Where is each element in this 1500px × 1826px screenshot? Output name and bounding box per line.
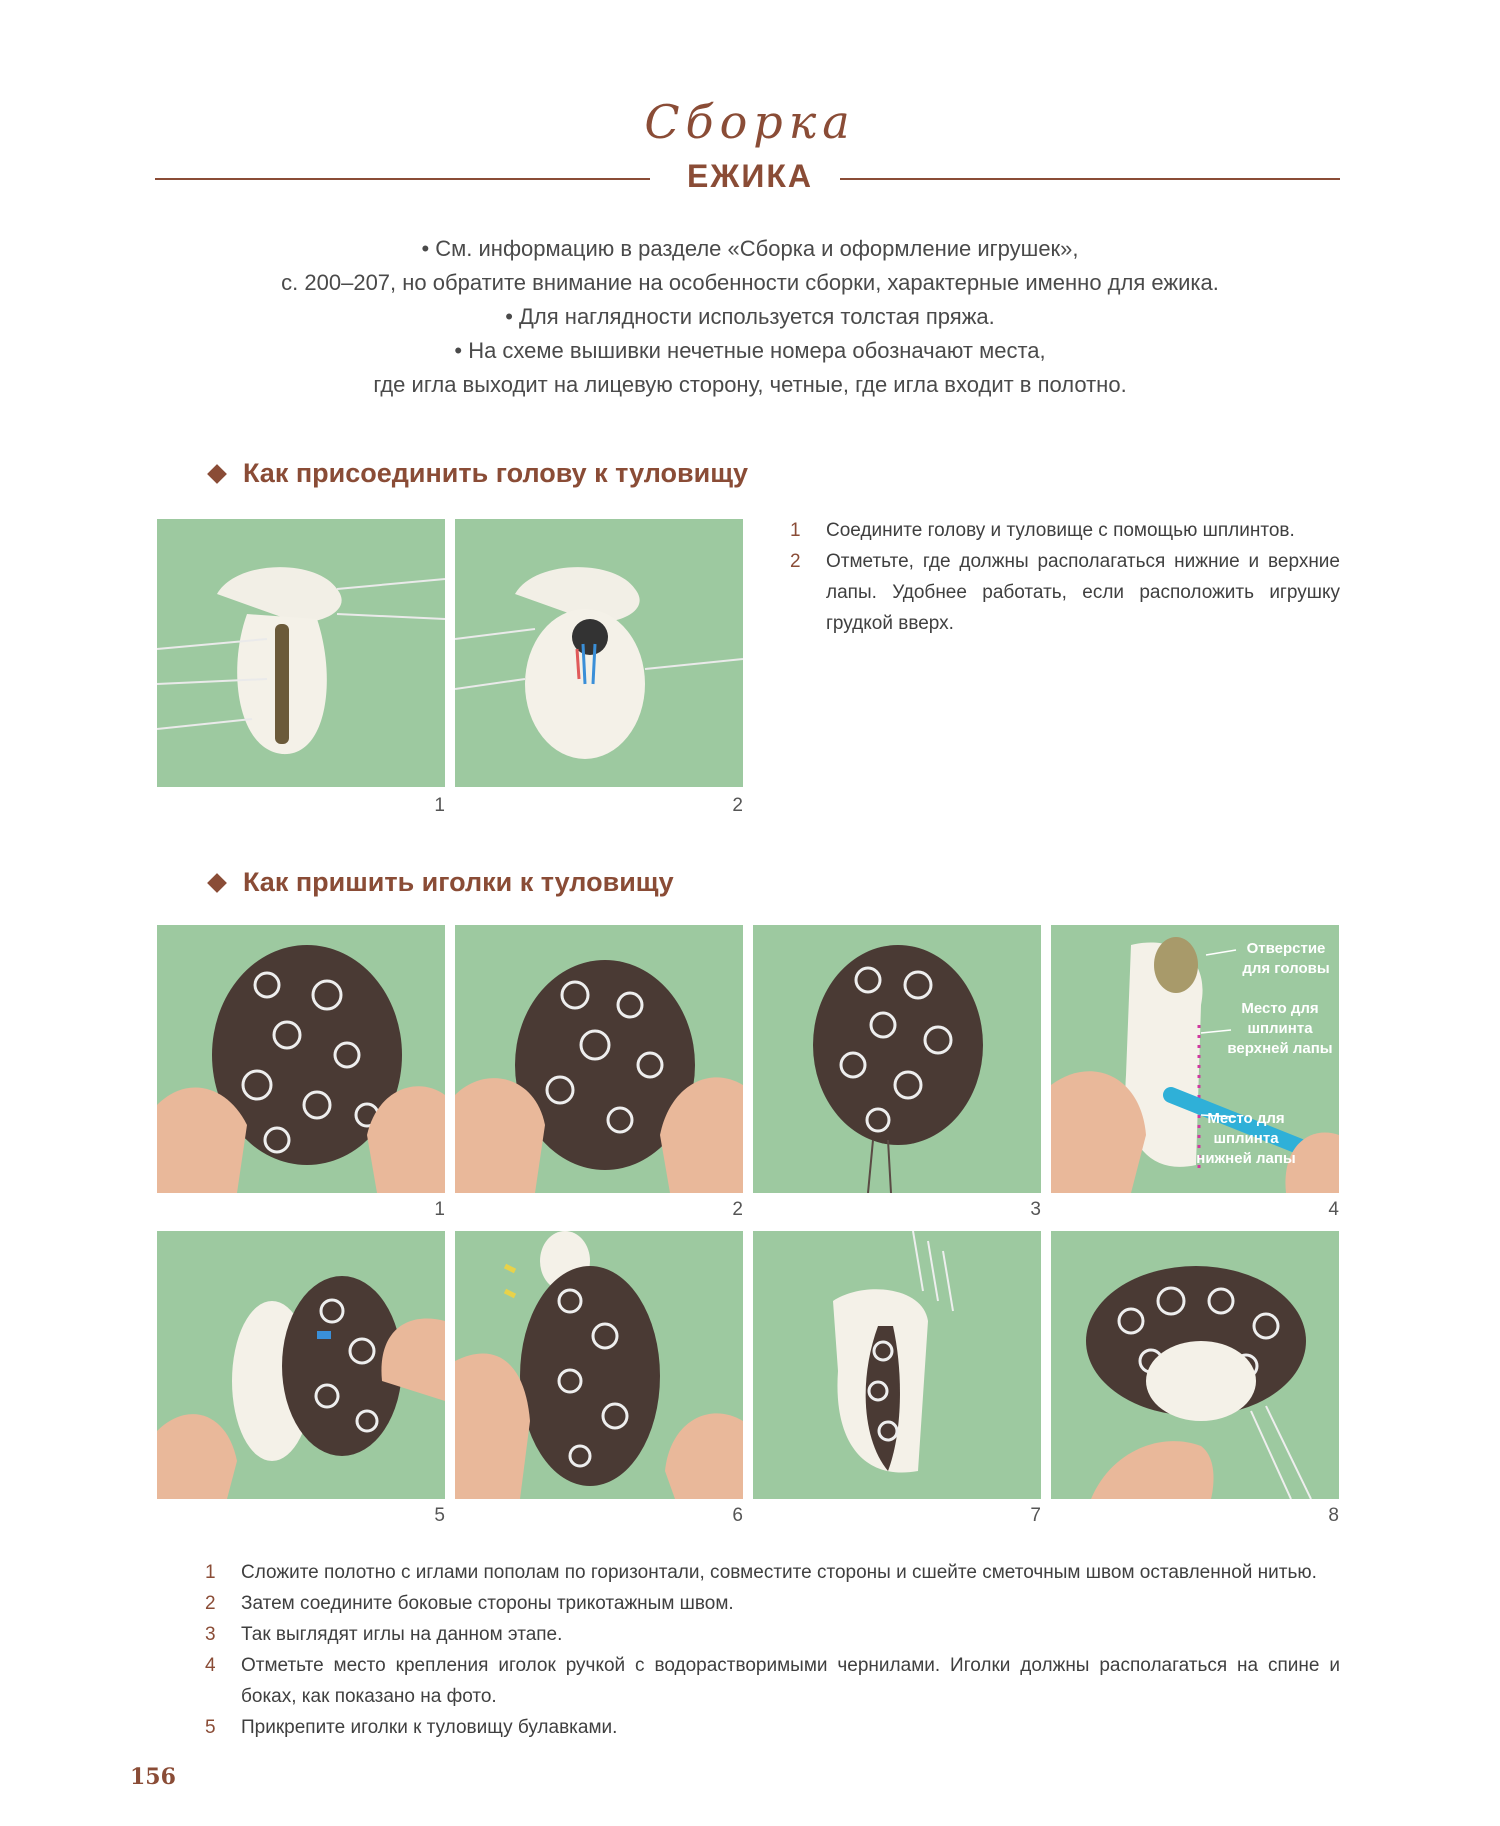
step-number: 5 bbox=[205, 1717, 216, 1738]
photo-spikes-2 bbox=[455, 925, 743, 1193]
photo-spikes-1 bbox=[157, 925, 445, 1193]
intro-line: с. 200–207, но обратите внимание на особенности сборки, характерные именно для ежика. bbox=[281, 270, 1219, 295]
step-text: Отметьте место крепления иголок ручкой с водорастворимыми чернилами. Иголки должны располагаться на спине и боках, как показано на фото. bbox=[241, 1655, 1340, 1707]
step-number: 3 bbox=[205, 1624, 216, 1645]
step-number: 2 bbox=[205, 1593, 216, 1614]
intro-line: • См. информацию в разделе «Сборка и оформление игрушек», bbox=[421, 236, 1079, 261]
annotation-upper-paw: Место для шплинта верхней лапы bbox=[1227, 1000, 1333, 1057]
step-number: 1 bbox=[790, 520, 801, 541]
photo-pinning-5 bbox=[157, 1231, 445, 1499]
step-text: Затем соедините боковые стороны трикотажным швом. bbox=[241, 1593, 734, 1614]
section-heading: Как пришить иголки к туловищу bbox=[243, 867, 674, 897]
photo-number: 4 bbox=[1328, 1199, 1339, 1220]
script-title: Сборка bbox=[644, 95, 856, 149]
photo-number: 7 bbox=[1030, 1505, 1041, 1526]
step-item bbox=[205, 1557, 1340, 1588]
intro-text bbox=[150, 232, 1350, 402]
step-text: Отметьте, где должны располагаться нижние и верхние лапы. Удобнее работать, если расположить игрушку грудкой вверх. bbox=[826, 551, 1340, 634]
bullet-diamond-icon bbox=[207, 464, 227, 484]
photo-head-body-1 bbox=[157, 519, 445, 787]
photo-spikes-3 bbox=[753, 925, 1041, 1193]
intro-line: • Для наглядности используется толстая пряжа. bbox=[505, 304, 995, 329]
annotation-lower-paw: Место для шплинта нижней лапы bbox=[1196, 1110, 1296, 1167]
page-number: 156 bbox=[130, 1764, 176, 1790]
photo-number: 6 bbox=[732, 1505, 743, 1526]
photo-pinning-6 bbox=[455, 1231, 743, 1499]
photo-marking-4 bbox=[1051, 925, 1339, 1193]
bullet-diamond-icon bbox=[207, 873, 227, 893]
photo-finished-8 bbox=[1051, 1231, 1339, 1499]
photo-number: 3 bbox=[1030, 1199, 1041, 1220]
section2-steps bbox=[205, 1557, 1340, 1743]
photo-head-body-2 bbox=[455, 519, 743, 787]
section1-steps bbox=[790, 515, 1340, 639]
photo-number: 2 bbox=[732, 795, 743, 816]
intro-line: где игла выходит на лицевую сторону, четные, где игла входит в полотно. bbox=[373, 372, 1127, 397]
step-item bbox=[205, 1588, 1340, 1619]
step-text: Так выглядят иглы на данном этапе. bbox=[241, 1624, 563, 1645]
page-title: ЕЖИКА bbox=[687, 158, 813, 194]
section-heading: Как присоединить голову к туловищу bbox=[243, 458, 749, 488]
step-text: Прикрепите иголки к туловищу булавками. bbox=[241, 1717, 618, 1738]
photo-spikes-7 bbox=[753, 1231, 1041, 1499]
photo-number: 2 bbox=[732, 1199, 743, 1220]
step-item bbox=[790, 515, 1340, 546]
step-number: 1 bbox=[205, 1562, 216, 1583]
step-text: Сложите полотно с иглами пополам по горизонтали, совместите стороны и сшейте сметочным швом оставленной нитью. bbox=[241, 1562, 1317, 1583]
photo-number: 1 bbox=[434, 1199, 445, 1220]
step-item bbox=[790, 546, 1340, 639]
photo-number: 1 bbox=[434, 795, 445, 816]
photo-number: 5 bbox=[434, 1505, 445, 1526]
annotation-head-hole: Отверстие для головы bbox=[1242, 940, 1330, 977]
step-text: Соедините голову и туловище с помощью шплинтов. bbox=[826, 520, 1295, 541]
step-number: 4 bbox=[205, 1655, 216, 1676]
step-number: 2 bbox=[790, 551, 801, 572]
step-item bbox=[205, 1650, 1340, 1712]
step-item bbox=[205, 1619, 1340, 1650]
step-item bbox=[205, 1712, 1340, 1743]
photo-number: 8 bbox=[1328, 1505, 1339, 1526]
intro-line: • На схеме вышивки нечетные номера обозначают места, bbox=[454, 338, 1046, 363]
